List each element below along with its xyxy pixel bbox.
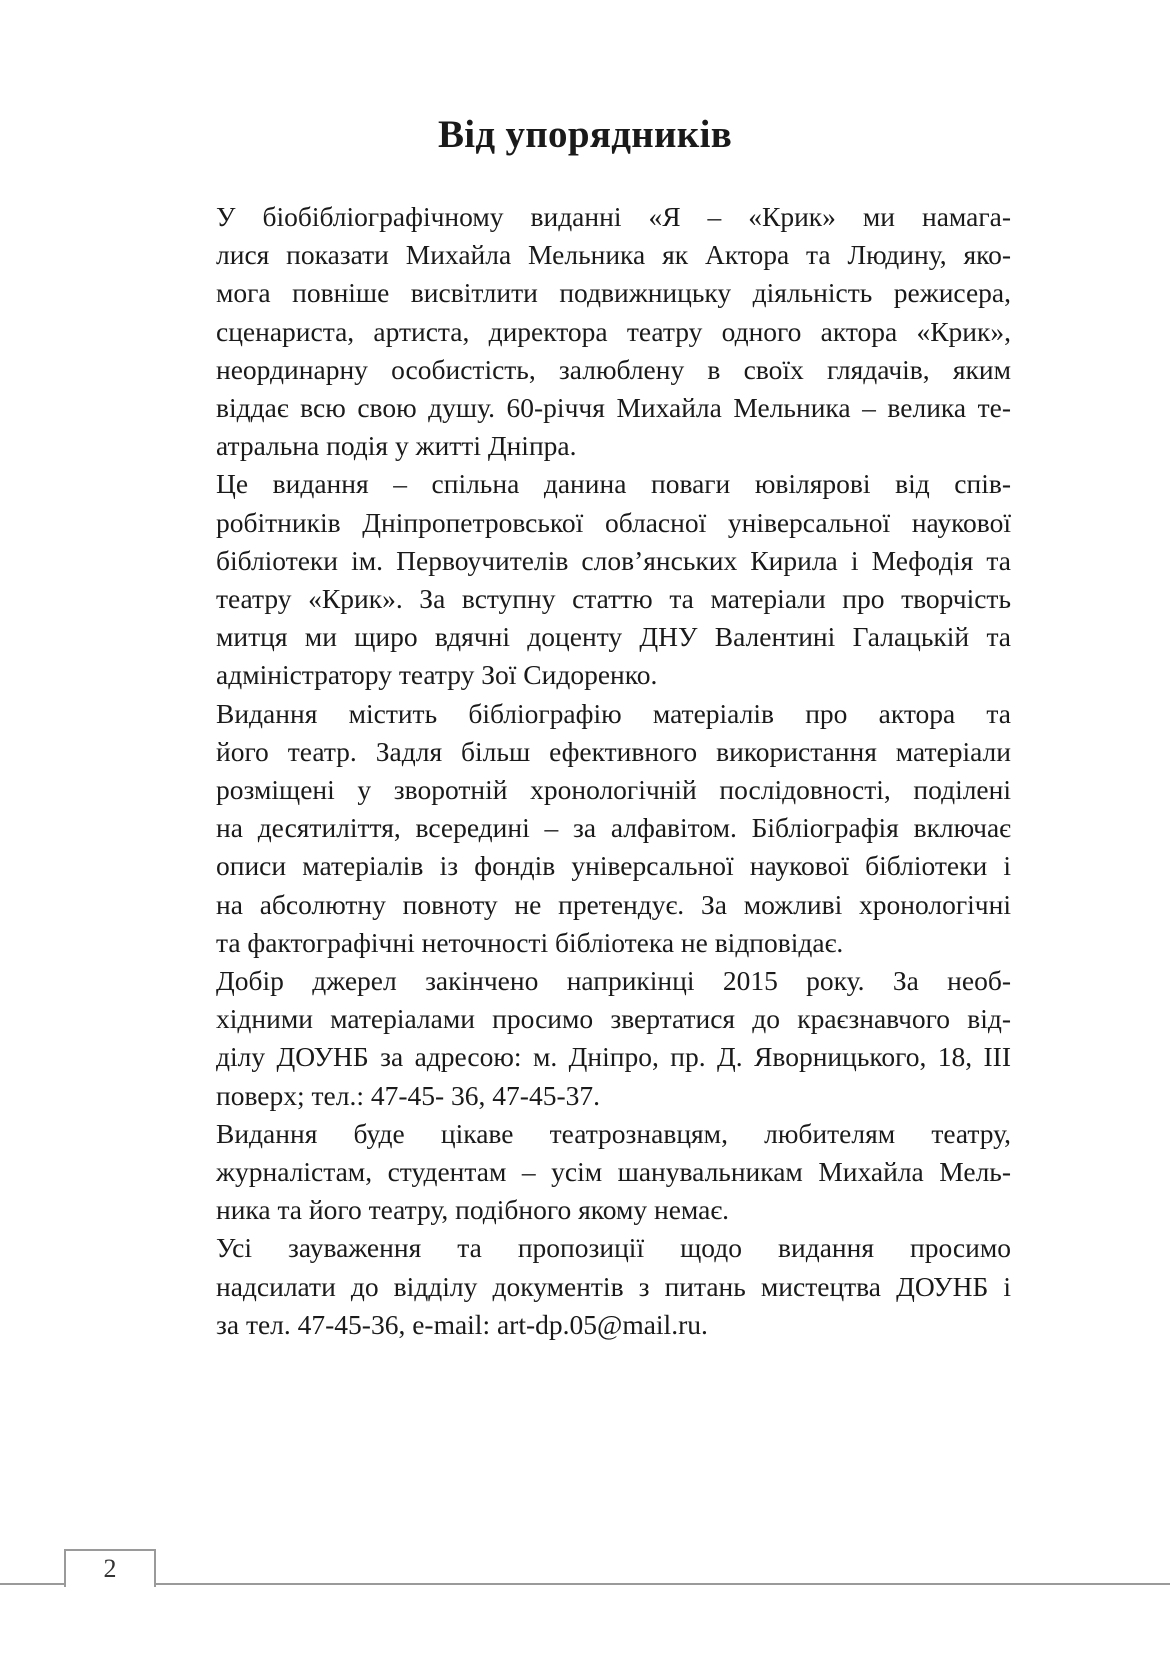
footer-rule [0, 1583, 1170, 1585]
body-text [118, 198, 1011, 1344]
text-line: робітників Дніпропетровської обласної універсальної наукової [216, 506, 1011, 538]
text-line: Це видання – спільна данина поваги ювілярові від спів- [216, 468, 1011, 500]
text-line: Видання буде цікаве театрознавцям, любителям театру, [216, 1117, 1011, 1149]
text-line: на десятиліття, всередині – за алфавітом. Бібліографія включає [216, 812, 1011, 844]
text-line: описи матеріалів із фондів універсальної наукової бібліотеки і [216, 850, 1011, 882]
text-line: ділу ДОУНБ за адресою: м. Дніпро, пр. Д. Яворницького, 18, ІІІ [216, 1041, 1011, 1073]
page-title: Від упорядників [437, 113, 733, 156]
text-line: лися показати Михайла Мельника як Актора та Людину, яко- [216, 239, 1011, 271]
text-line: адміністратору театру Зої Сидоренко. [216, 659, 658, 691]
page-number: 2 [103, 1554, 117, 1583]
text-line: за тел. 47-45-36, e-mail: art-dp.05@mail.ru. [216, 1308, 708, 1340]
text-line: ника та його театру, подібного якому немає. [216, 1194, 729, 1226]
text-line: та фактографічні неточності бібліотека не відповідає. [216, 926, 844, 958]
text-line: бібліотеки ім. Первоучителів слов’янських Кирила і Мефодія та [216, 544, 1011, 576]
paragraph-5 [118, 1115, 1011, 1230]
text-line: Видання містить бібліографію матеріалів про актора та [216, 697, 1011, 729]
paragraph-6 [118, 1229, 1011, 1344]
page-number-tab [64, 1549, 156, 1587]
paragraph-1 [118, 198, 1011, 465]
text-line: митця ми щиро вдячні доценту ДНУ Валентині Галацькій та [216, 621, 1011, 653]
text-line: надсилати до відділу документів з питань мистецтва ДОУНБ і [216, 1270, 1011, 1302]
text-line: його театр. Задля більш ефективного використання матеріали [216, 735, 1011, 767]
text-line: атральна подія у житті Дніпра. [216, 430, 577, 462]
paragraph-4 [118, 962, 1011, 1115]
text-line: У біобібліографічному виданні «Я – «Крик» ми намага- [216, 201, 1011, 232]
text-line: розміщені у зворотній хронологічній послідовності, поділені [216, 774, 1011, 806]
text-line: Добір джерел закінчено наприкінці 2015 року. За необ- [216, 965, 1011, 997]
paragraph-3 [118, 695, 1011, 962]
text-line: поверх; тел.: 47-45- 36, 47-45-37. [216, 1079, 600, 1111]
text-line: мога повніше висвітлити подвижницьку діяльність режисера, [216, 277, 1011, 309]
text-line: сценариста, артиста, директора театру одного актора «Крик», [216, 315, 1011, 347]
text-line: журналістам, студентам – усім шанувальникам Михайла Мель- [216, 1156, 1011, 1188]
text-line: неординарну особистість, залюблену в своїх глядачів, яким [216, 353, 1011, 385]
paragraph-2 [118, 465, 1011, 694]
text-line: на абсолютну повноту не претендує. За можливі хронологічні [216, 888, 1011, 920]
text-line: театру «Крик». За вступну статтю та матеріали про творчість [216, 583, 1011, 615]
text-line: Усі зауваження та пропозиції щодо видання просимо [216, 1232, 1011, 1264]
text-line: хідними матеріалами просимо звертатися до краєзнавчого від- [216, 1003, 1011, 1035]
text-line: віддає всю свою душу. 60-річчя Михайла Мельника – велика те- [216, 392, 1011, 424]
